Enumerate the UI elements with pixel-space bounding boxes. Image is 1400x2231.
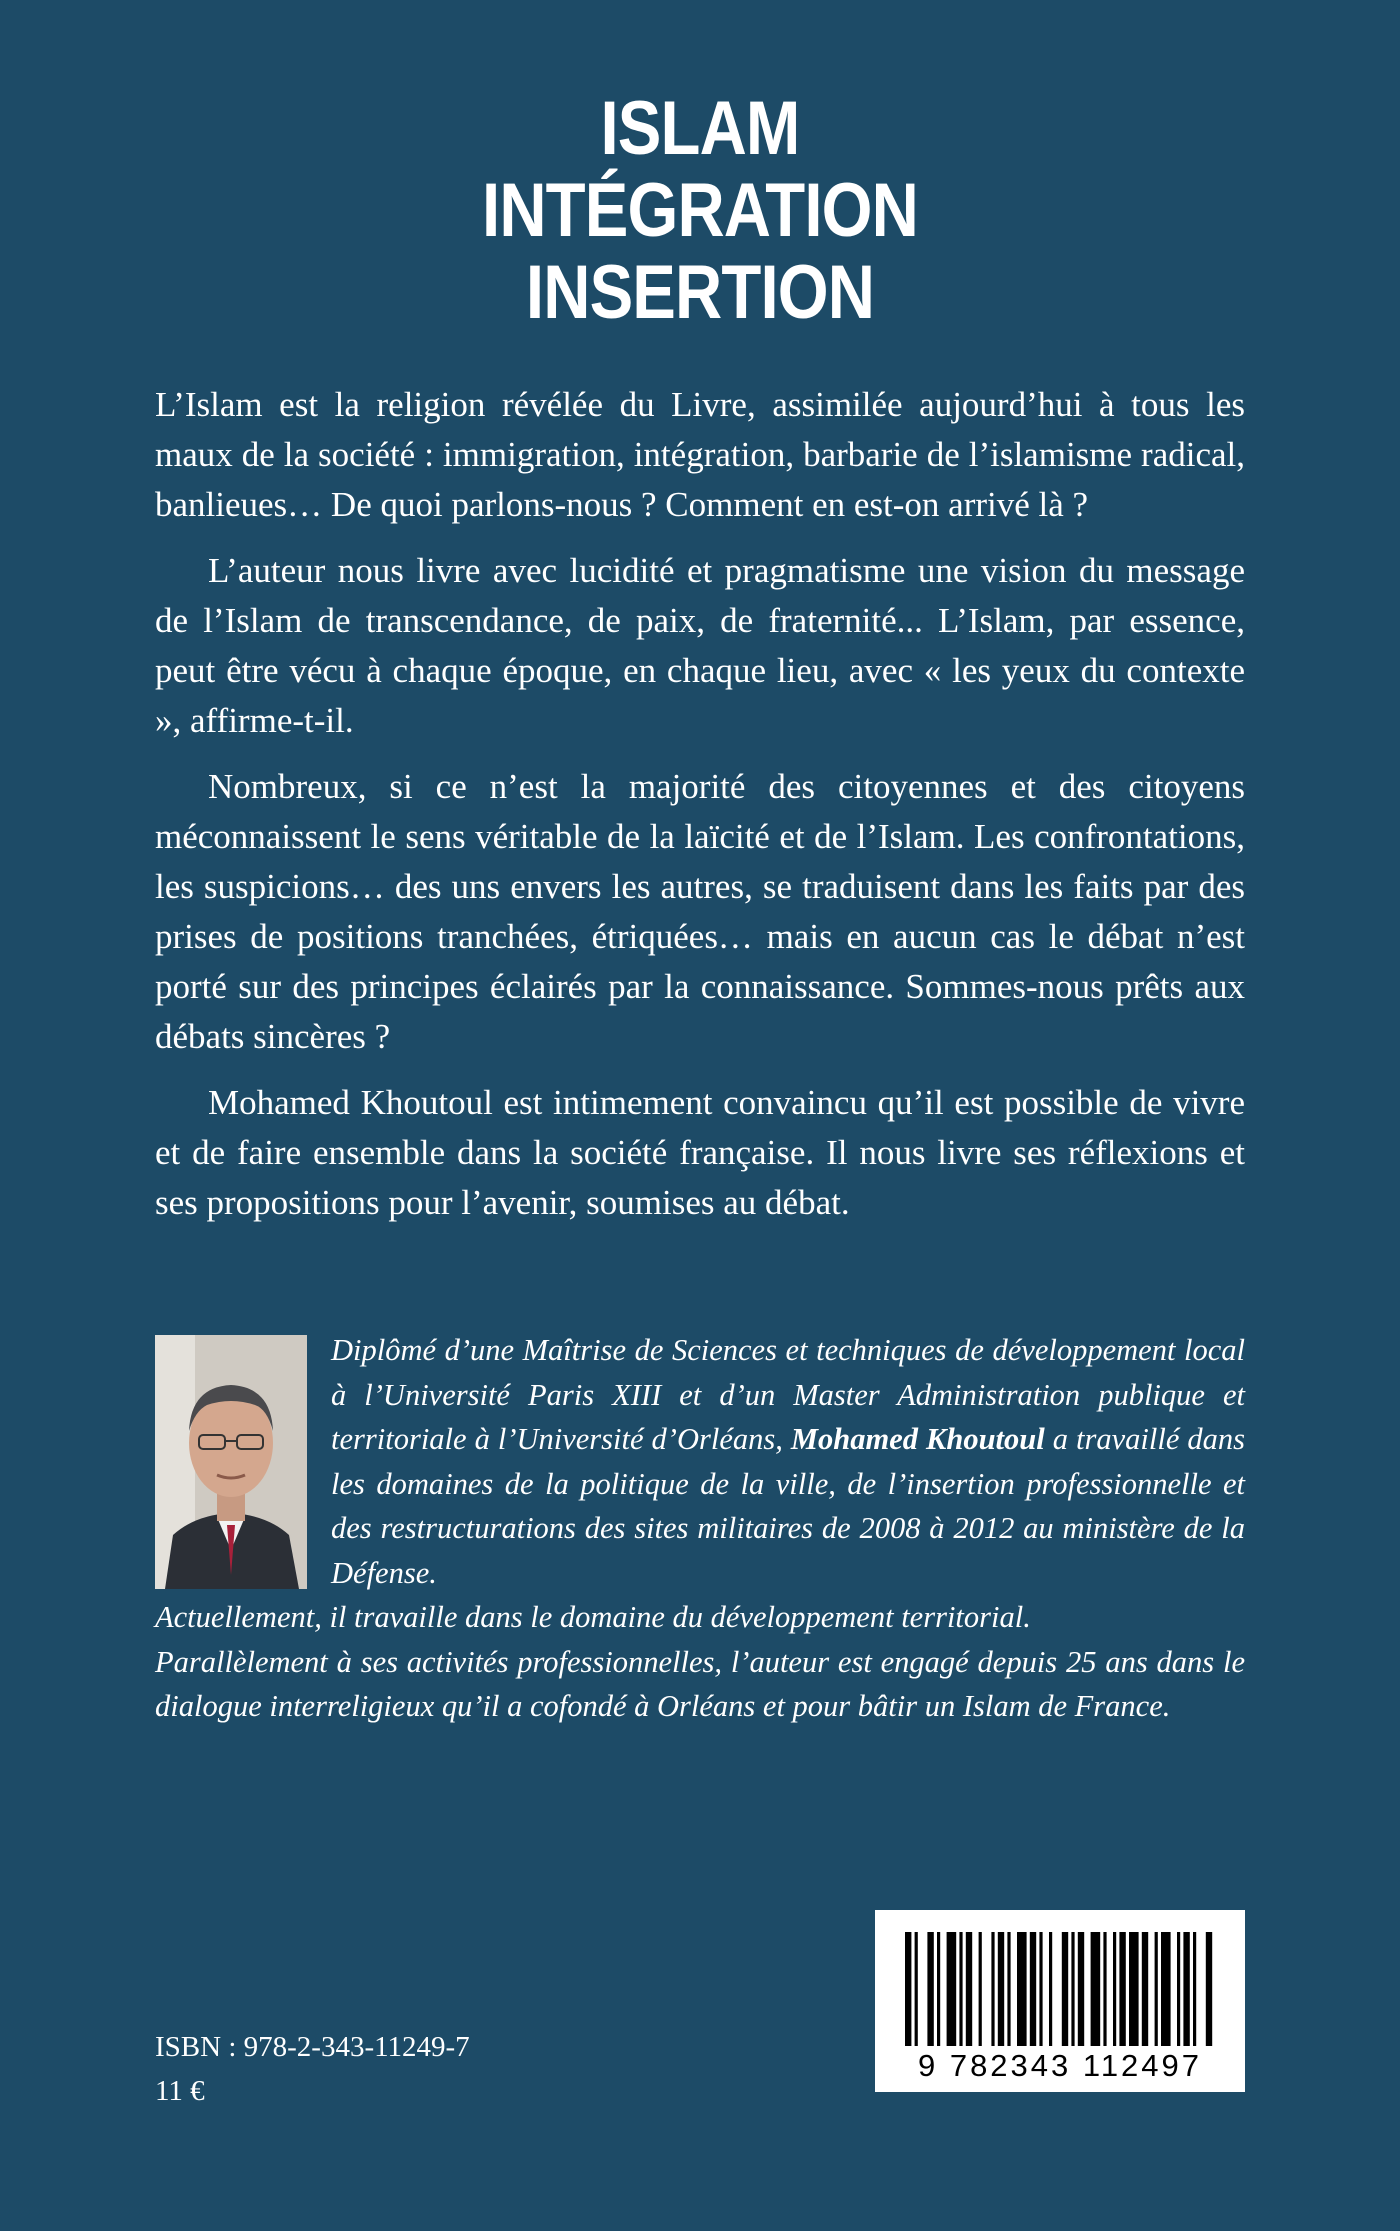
blurb-paragraph-2: L’auteur nous livre avec lucidité et pragmatisme une vision du message de l’Islam de transcendance, de paix, de fraternité... L’Islam, par essence, peut être vécu à chaque époque, en chaque lieu, avec « les yeux du contexte », affirme-t-il.: [155, 551, 1245, 740]
barcode-bar: [979, 1932, 982, 2046]
price-text: 11 €: [155, 2075, 205, 2107]
barcode-bar: [1039, 1932, 1042, 2046]
barcode-bar: [966, 1932, 972, 2046]
barcode-bar: [937, 1932, 940, 2046]
barcode-bar: [1049, 1932, 1052, 2046]
barcode-bar: [1193, 1932, 1196, 2046]
barcode-bar: [1161, 1932, 1171, 2046]
publication-info: [155, 2025, 470, 2113]
barcode-bar: [1078, 1932, 1084, 2046]
author-photo: [155, 1335, 307, 1589]
barcode-bar: [905, 1932, 911, 2046]
barcode-bar: [1030, 1932, 1036, 2046]
barcode-bar: [1007, 1932, 1010, 2046]
barcode-bar: [998, 1932, 1004, 2046]
blurb-paragraph-4: Mohamed Khoutoul est intimement convaincu qu’il est possible de vivre et de faire ensemble dans la société française. Il nous livre ses réflexions et ses propositions pour l’avenir, soumises au débat.: [155, 1083, 1245, 1222]
barcode: [875, 1910, 1245, 2092]
back-cover-blurb: [155, 380, 1245, 1244]
barcode-bar: [915, 1932, 918, 2046]
isbn-text: ISBN : 978-2-343-11249-7: [155, 2031, 470, 2063]
title-line-integration: INTÉGRATION: [482, 168, 918, 253]
barcode-bar: [1113, 1932, 1116, 2046]
blurb-paragraph-1: L’Islam est la religion révélée du Livre, assimilée aujourd’hui à tous les maux de la société : immigration, intégration, barbarie de l’islamisme radical, banlieues… De quoi parlons-nous ? Comment en est-on arrivé là ?: [155, 385, 1245, 524]
barcode-bar: [1142, 1932, 1148, 2046]
bio-text-before-name: Diplômé d’une Maîtrise de Sciences et techniques de développement local à l’Université Paris XIII et d’un Master Administration publique et territoriale à l’Université d’Orléans,: [331, 1333, 1245, 1456]
barcode-bar: [1129, 1932, 1139, 2046]
author-portrait-image: [155, 1335, 307, 1589]
blurb-paragraph-3: Nombreux, si ce n’est la majorité des citoyennes et des citoyens méconnaissent le sens véritable de la laïcité et de l’Islam. Les confrontations, les suspicions… des uns envers les autres, se traduisent dans les faits par des prises de positions tranchées, étriquées… mais en aucun cas le débat n’est porté sur des principes éclairés par la connaissance. Sommes-nous prêts aux débats sincères ?: [155, 767, 1245, 1056]
bio-text-after-name: a travaillé dans les domaines de la politique de la ville, de l’insertion professionnelle et des restructurations des sites militaires de 2008 à 2012 au ministère de la Défense.: [331, 1422, 1246, 1590]
barcode-bar: [1206, 1932, 1212, 2046]
barcode-bar: [1119, 1932, 1125, 2046]
barcode-bar: [1091, 1932, 1101, 2046]
bio-author-name: Mohamed Khoutoul: [790, 1422, 1045, 1456]
title-line-islam: ISLAM: [600, 86, 800, 171]
barcode-bar: [1017, 1932, 1027, 2046]
barcode-bar: [1071, 1932, 1074, 2046]
bio-paragraph-1: [155, 1328, 1245, 1595]
title-line-insertion: INSERTION: [525, 250, 875, 335]
book-title: [98, 88, 1302, 334]
bio-paragraph-2: Actuellement, il travaille dans le domaine du développement territorial.: [155, 1600, 1031, 1634]
barcode-bar: [947, 1932, 957, 2046]
barcode-bar: [927, 1932, 933, 2046]
barcode-bar: [1177, 1932, 1180, 2046]
barcode-bar: [1062, 1932, 1068, 2046]
barcode-number: 9 782343 112497: [917, 2048, 1203, 2083]
barcode-bar: [1103, 1932, 1106, 2046]
barcode-bar: [1183, 1932, 1189, 2046]
barcode-bar: [991, 1932, 994, 2046]
bio-paragraph-3: Parallèlement à ses activités professionnelles, l’auteur est engagé depuis 25 ans dans le dialogue interreligieux qu’il a cofondé à Orléans et pour bâtir un Islam de France.: [155, 1644, 1245, 1723]
author-bio: [155, 1328, 1245, 1729]
barcode-bar: [959, 1932, 962, 2046]
barcode-bar: [1155, 1932, 1158, 2046]
